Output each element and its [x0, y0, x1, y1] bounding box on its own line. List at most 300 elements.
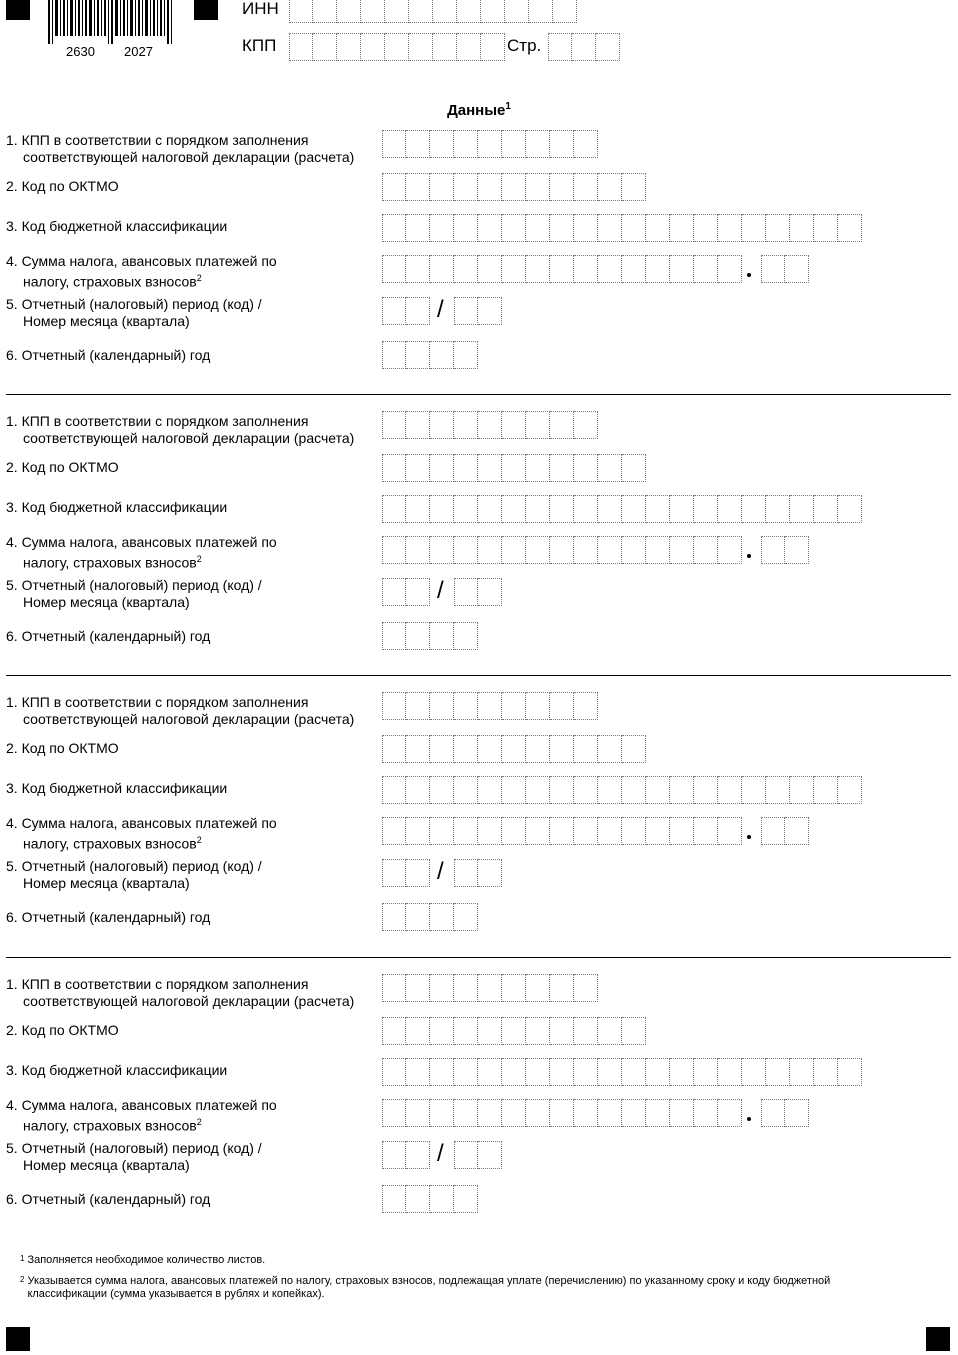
input-cell[interactable]: [670, 495, 694, 523]
input-cell[interactable]: [478, 454, 502, 482]
input-cell[interactable]: [526, 776, 550, 804]
input-cell[interactable]: [718, 1099, 742, 1127]
input-cell[interactable]: [454, 130, 478, 158]
input-cell[interactable]: [478, 173, 502, 201]
input-cell[interactable]: [670, 536, 694, 564]
input-cell[interactable]: [838, 1058, 862, 1086]
input-cell[interactable]: [478, 130, 502, 158]
input-cell[interactable]: [502, 130, 526, 158]
input-cell[interactable]: [548, 33, 572, 61]
input-cell[interactable]: [430, 1058, 454, 1086]
input-cell[interactable]: [478, 1141, 502, 1169]
input-cell[interactable]: [409, 0, 433, 23]
input-cell[interactable]: [526, 495, 550, 523]
input-cell[interactable]: [622, 817, 646, 845]
input-cell[interactable]: [382, 1099, 406, 1127]
input-cell[interactable]: [406, 817, 430, 845]
input-cell[interactable]: [382, 1058, 406, 1086]
input-cell[interactable]: [622, 536, 646, 564]
input-cell[interactable]: [598, 454, 622, 482]
input-cell[interactable]: [406, 297, 430, 325]
input-cell[interactable]: [430, 130, 454, 158]
input-cell[interactable]: [574, 214, 598, 242]
input-cell[interactable]: [526, 735, 550, 763]
input-cell[interactable]: [502, 692, 526, 720]
input-cell[interactable]: [694, 214, 718, 242]
input-cell[interactable]: [598, 173, 622, 201]
input-cell[interactable]: [785, 817, 809, 845]
input-cell[interactable]: [526, 536, 550, 564]
input-cell[interactable]: [289, 0, 313, 23]
input-cell[interactable]: [478, 214, 502, 242]
input-cell[interactable]: [454, 1185, 478, 1213]
input-cell[interactable]: [574, 454, 598, 482]
row-period-code-field[interactable]: [382, 1141, 430, 1169]
row-amount-kopecks-field[interactable]: [761, 817, 809, 845]
row-period-code-field[interactable]: [382, 297, 430, 325]
input-cell[interactable]: [430, 692, 454, 720]
input-cell[interactable]: [574, 817, 598, 845]
input-cell[interactable]: [574, 974, 598, 1002]
input-cell[interactable]: [622, 173, 646, 201]
input-cell[interactable]: [550, 411, 574, 439]
input-cell[interactable]: [526, 817, 550, 845]
input-cell[interactable]: [406, 578, 430, 606]
input-cell[interactable]: [454, 859, 478, 887]
input-cell[interactable]: [382, 776, 406, 804]
input-cell[interactable]: [814, 776, 838, 804]
input-cell[interactable]: [454, 454, 478, 482]
input-cell[interactable]: [598, 735, 622, 763]
input-cell[interactable]: [430, 735, 454, 763]
input-cell[interactable]: [526, 255, 550, 283]
input-cell[interactable]: [382, 411, 406, 439]
input-cell[interactable]: [313, 33, 337, 61]
input-cell[interactable]: [478, 297, 502, 325]
input-cell[interactable]: [622, 735, 646, 763]
input-cell[interactable]: [646, 1058, 670, 1086]
input-cell[interactable]: [457, 0, 481, 23]
input-cell[interactable]: [670, 776, 694, 804]
input-cell[interactable]: [454, 1058, 478, 1086]
row-amount-rubles-field[interactable]: [382, 1099, 742, 1127]
input-cell[interactable]: [361, 33, 385, 61]
input-cell[interactable]: [454, 1141, 478, 1169]
input-cell[interactable]: [670, 255, 694, 283]
kpp-field[interactable]: [289, 33, 505, 61]
input-cell[interactable]: [785, 255, 809, 283]
input-cell[interactable]: [766, 776, 790, 804]
input-cell[interactable]: [550, 130, 574, 158]
input-cell[interactable]: [430, 622, 454, 650]
input-cell[interactable]: [694, 1058, 718, 1086]
input-cell[interactable]: [502, 735, 526, 763]
input-cell[interactable]: [526, 1017, 550, 1045]
row-kpp-field[interactable]: [382, 974, 598, 1002]
input-cell[interactable]: [550, 817, 574, 845]
input-cell[interactable]: [433, 0, 457, 23]
input-cell[interactable]: [598, 776, 622, 804]
input-cell[interactable]: [838, 495, 862, 523]
input-cell[interactable]: [406, 1058, 430, 1086]
input-cell[interactable]: [622, 776, 646, 804]
input-cell[interactable]: [454, 536, 478, 564]
input-cell[interactable]: [454, 622, 478, 650]
input-cell[interactable]: [478, 735, 502, 763]
input-cell[interactable]: [430, 341, 454, 369]
input-cell[interactable]: [550, 692, 574, 720]
input-cell[interactable]: [406, 859, 430, 887]
row-kbk-field[interactable]: [382, 495, 862, 523]
input-cell[interactable]: [454, 1099, 478, 1127]
input-cell[interactable]: [694, 776, 718, 804]
input-cell[interactable]: [572, 33, 596, 61]
input-cell[interactable]: [409, 33, 433, 61]
input-cell[interactable]: [766, 495, 790, 523]
input-cell[interactable]: [382, 255, 406, 283]
row-year-field[interactable]: [382, 622, 478, 650]
input-cell[interactable]: [502, 411, 526, 439]
input-cell[interactable]: [598, 1099, 622, 1127]
input-cell[interactable]: [502, 173, 526, 201]
input-cell[interactable]: [670, 214, 694, 242]
input-cell[interactable]: [406, 214, 430, 242]
input-cell[interactable]: [526, 130, 550, 158]
input-cell[interactable]: [406, 692, 430, 720]
input-cell[interactable]: [598, 255, 622, 283]
input-cell[interactable]: [550, 255, 574, 283]
input-cell[interactable]: [478, 692, 502, 720]
input-cell[interactable]: [550, 1017, 574, 1045]
input-cell[interactable]: [622, 255, 646, 283]
input-cell[interactable]: [526, 692, 550, 720]
input-cell[interactable]: [718, 214, 742, 242]
input-cell[interactable]: [596, 33, 620, 61]
input-cell[interactable]: [550, 495, 574, 523]
row-kbk-field[interactable]: [382, 1058, 862, 1086]
input-cell[interactable]: [382, 495, 406, 523]
input-cell[interactable]: [553, 0, 577, 23]
row-period-code-field[interactable]: [382, 578, 430, 606]
input-cell[interactable]: [718, 817, 742, 845]
input-cell[interactable]: [454, 692, 478, 720]
input-cell[interactable]: [574, 776, 598, 804]
input-cell[interactable]: [598, 536, 622, 564]
input-cell[interactable]: [502, 255, 526, 283]
row-kpp-field[interactable]: [382, 411, 598, 439]
input-cell[interactable]: [790, 495, 814, 523]
input-cell[interactable]: [574, 735, 598, 763]
input-cell[interactable]: [382, 817, 406, 845]
input-cell[interactable]: [526, 1058, 550, 1086]
input-cell[interactable]: [478, 411, 502, 439]
input-cell[interactable]: [382, 903, 406, 931]
input-cell[interactable]: [430, 255, 454, 283]
input-cell[interactable]: [622, 495, 646, 523]
input-cell[interactable]: [406, 454, 430, 482]
input-cell[interactable]: [382, 214, 406, 242]
input-cell[interactable]: [718, 536, 742, 564]
input-cell[interactable]: [478, 1099, 502, 1127]
input-cell[interactable]: [502, 454, 526, 482]
input-cell[interactable]: [478, 776, 502, 804]
page-number-field[interactable]: [548, 33, 620, 61]
input-cell[interactable]: [313, 0, 337, 23]
row-amount-kopecks-field[interactable]: [761, 536, 809, 564]
input-cell[interactable]: [406, 1185, 430, 1213]
input-cell[interactable]: [694, 817, 718, 845]
input-cell[interactable]: [550, 776, 574, 804]
input-cell[interactable]: [785, 536, 809, 564]
row-oktmo-field[interactable]: [382, 454, 646, 482]
input-cell[interactable]: [505, 0, 529, 23]
input-cell[interactable]: [430, 173, 454, 201]
row-period-month-field[interactable]: [454, 297, 502, 325]
row-amount-kopecks-field[interactable]: [761, 255, 809, 283]
row-oktmo-field[interactable]: [382, 1017, 646, 1045]
row-period-month-field[interactable]: [454, 859, 502, 887]
input-cell[interactable]: [646, 776, 670, 804]
input-cell[interactable]: [598, 495, 622, 523]
input-cell[interactable]: [574, 130, 598, 158]
input-cell[interactable]: [502, 974, 526, 1002]
row-kpp-field[interactable]: [382, 692, 598, 720]
input-cell[interactable]: [478, 817, 502, 845]
input-cell[interactable]: [598, 817, 622, 845]
input-cell[interactable]: [454, 974, 478, 1002]
input-cell[interactable]: [502, 214, 526, 242]
input-cell[interactable]: [574, 1058, 598, 1086]
input-cell[interactable]: [454, 776, 478, 804]
input-cell[interactable]: [454, 578, 478, 606]
input-cell[interactable]: [478, 495, 502, 523]
input-cell[interactable]: [454, 411, 478, 439]
input-cell[interactable]: [382, 974, 406, 1002]
row-oktmo-field[interactable]: [382, 735, 646, 763]
input-cell[interactable]: [430, 1017, 454, 1045]
input-cell[interactable]: [382, 536, 406, 564]
input-cell[interactable]: [646, 495, 670, 523]
input-cell[interactable]: [670, 1058, 694, 1086]
input-cell[interactable]: [382, 1185, 406, 1213]
input-cell[interactable]: [694, 255, 718, 283]
input-cell[interactable]: [406, 495, 430, 523]
input-cell[interactable]: [550, 1099, 574, 1127]
input-cell[interactable]: [406, 1141, 430, 1169]
row-year-field[interactable]: [382, 903, 478, 931]
input-cell[interactable]: [481, 0, 505, 23]
input-cell[interactable]: [646, 817, 670, 845]
input-cell[interactable]: [406, 974, 430, 1002]
row-period-month-field[interactable]: [454, 1141, 502, 1169]
input-cell[interactable]: [742, 776, 766, 804]
input-cell[interactable]: [694, 1099, 718, 1127]
input-cell[interactable]: [550, 974, 574, 1002]
input-cell[interactable]: [454, 735, 478, 763]
input-cell[interactable]: [742, 495, 766, 523]
input-cell[interactable]: [430, 214, 454, 242]
input-cell[interactable]: [742, 214, 766, 242]
input-cell[interactable]: [454, 341, 478, 369]
row-kbk-field[interactable]: [382, 776, 862, 804]
input-cell[interactable]: [337, 33, 361, 61]
input-cell[interactable]: [406, 173, 430, 201]
input-cell[interactable]: [622, 1099, 646, 1127]
input-cell[interactable]: [289, 33, 313, 61]
input-cell[interactable]: [454, 214, 478, 242]
input-cell[interactable]: [646, 1099, 670, 1127]
input-cell[interactable]: [454, 1017, 478, 1045]
input-cell[interactable]: [574, 1099, 598, 1127]
input-cell[interactable]: [574, 173, 598, 201]
input-cell[interactable]: [430, 495, 454, 523]
input-cell[interactable]: [622, 1017, 646, 1045]
input-cell[interactable]: [478, 536, 502, 564]
input-cell[interactable]: [790, 1058, 814, 1086]
input-cell[interactable]: [454, 255, 478, 283]
input-cell[interactable]: [406, 536, 430, 564]
input-cell[interactable]: [550, 536, 574, 564]
input-cell[interactable]: [406, 411, 430, 439]
input-cell[interactable]: [814, 214, 838, 242]
input-cell[interactable]: [382, 622, 406, 650]
input-cell[interactable]: [382, 692, 406, 720]
input-cell[interactable]: [406, 735, 430, 763]
input-cell[interactable]: [430, 776, 454, 804]
input-cell[interactable]: [502, 1099, 526, 1127]
input-cell[interactable]: [382, 735, 406, 763]
input-cell[interactable]: [742, 1058, 766, 1086]
input-cell[interactable]: [478, 974, 502, 1002]
input-cell[interactable]: [454, 495, 478, 523]
input-cell[interactable]: [785, 1099, 809, 1127]
input-cell[interactable]: [406, 130, 430, 158]
input-cell[interactable]: [382, 173, 406, 201]
input-cell[interactable]: [430, 974, 454, 1002]
input-cell[interactable]: [406, 903, 430, 931]
input-cell[interactable]: [718, 495, 742, 523]
input-cell[interactable]: [718, 1058, 742, 1086]
input-cell[interactable]: [598, 214, 622, 242]
input-cell[interactable]: [761, 536, 785, 564]
input-cell[interactable]: [761, 817, 785, 845]
input-cell[interactable]: [694, 495, 718, 523]
input-cell[interactable]: [430, 454, 454, 482]
input-cell[interactable]: [502, 817, 526, 845]
row-amount-rubles-field[interactable]: [382, 817, 742, 845]
row-oktmo-field[interactable]: [382, 173, 646, 201]
input-cell[interactable]: [430, 1099, 454, 1127]
input-cell[interactable]: [406, 1099, 430, 1127]
input-cell[interactable]: [382, 341, 406, 369]
input-cell[interactable]: [550, 454, 574, 482]
input-cell[interactable]: [790, 214, 814, 242]
input-cell[interactable]: [478, 255, 502, 283]
input-cell[interactable]: [502, 776, 526, 804]
input-cell[interactable]: [670, 1099, 694, 1127]
input-cell[interactable]: [550, 173, 574, 201]
input-cell[interactable]: [574, 692, 598, 720]
input-cell[interactable]: [526, 214, 550, 242]
input-cell[interactable]: [478, 578, 502, 606]
input-cell[interactable]: [550, 735, 574, 763]
input-cell[interactable]: [526, 411, 550, 439]
input-cell[interactable]: [478, 1017, 502, 1045]
input-cell[interactable]: [814, 495, 838, 523]
input-cell[interactable]: [622, 454, 646, 482]
input-cell[interactable]: [382, 130, 406, 158]
input-cell[interactable]: [766, 214, 790, 242]
input-cell[interactable]: [361, 0, 385, 23]
input-cell[interactable]: [406, 622, 430, 650]
input-cell[interactable]: [574, 536, 598, 564]
input-cell[interactable]: [598, 1017, 622, 1045]
input-cell[interactable]: [574, 1017, 598, 1045]
input-cell[interactable]: [385, 0, 409, 23]
input-cell[interactable]: [382, 1141, 406, 1169]
row-amount-rubles-field[interactable]: [382, 536, 742, 564]
input-cell[interactable]: [761, 1099, 785, 1127]
input-cell[interactable]: [502, 495, 526, 523]
input-cell[interactable]: [454, 817, 478, 845]
input-cell[interactable]: [550, 214, 574, 242]
input-cell[interactable]: [574, 255, 598, 283]
input-cell[interactable]: [574, 411, 598, 439]
input-cell[interactable]: [430, 1185, 454, 1213]
input-cell[interactable]: [478, 1058, 502, 1086]
input-cell[interactable]: [385, 33, 409, 61]
input-cell[interactable]: [481, 33, 505, 61]
input-cell[interactable]: [646, 255, 670, 283]
row-kbk-field[interactable]: [382, 214, 862, 242]
input-cell[interactable]: [406, 1017, 430, 1045]
input-cell[interactable]: [454, 903, 478, 931]
input-cell[interactable]: [670, 817, 694, 845]
input-cell[interactable]: [766, 1058, 790, 1086]
input-cell[interactable]: [646, 536, 670, 564]
row-year-field[interactable]: [382, 1185, 478, 1213]
input-cell[interactable]: [718, 255, 742, 283]
input-cell[interactable]: [433, 33, 457, 61]
input-cell[interactable]: [622, 1058, 646, 1086]
input-cell[interactable]: [406, 776, 430, 804]
input-cell[interactable]: [382, 297, 406, 325]
input-cell[interactable]: [838, 776, 862, 804]
input-cell[interactable]: [718, 776, 742, 804]
input-cell[interactable]: [457, 33, 481, 61]
input-cell[interactable]: [790, 776, 814, 804]
input-cell[interactable]: [430, 817, 454, 845]
input-cell[interactable]: [478, 859, 502, 887]
input-cell[interactable]: [430, 411, 454, 439]
input-cell[interactable]: [646, 214, 670, 242]
input-cell[interactable]: [761, 255, 785, 283]
input-cell[interactable]: [526, 1099, 550, 1127]
input-cell[interactable]: [526, 454, 550, 482]
input-cell[interactable]: [574, 495, 598, 523]
input-cell[interactable]: [382, 859, 406, 887]
input-cell[interactable]: [622, 214, 646, 242]
input-cell[interactable]: [694, 536, 718, 564]
input-cell[interactable]: [406, 255, 430, 283]
row-period-code-field[interactable]: [382, 859, 430, 887]
input-cell[interactable]: [502, 536, 526, 564]
row-amount-rubles-field[interactable]: [382, 255, 742, 283]
row-year-field[interactable]: [382, 341, 478, 369]
input-cell[interactable]: [337, 0, 361, 23]
input-cell[interactable]: [529, 0, 553, 23]
inn-field[interactable]: [289, 0, 577, 23]
